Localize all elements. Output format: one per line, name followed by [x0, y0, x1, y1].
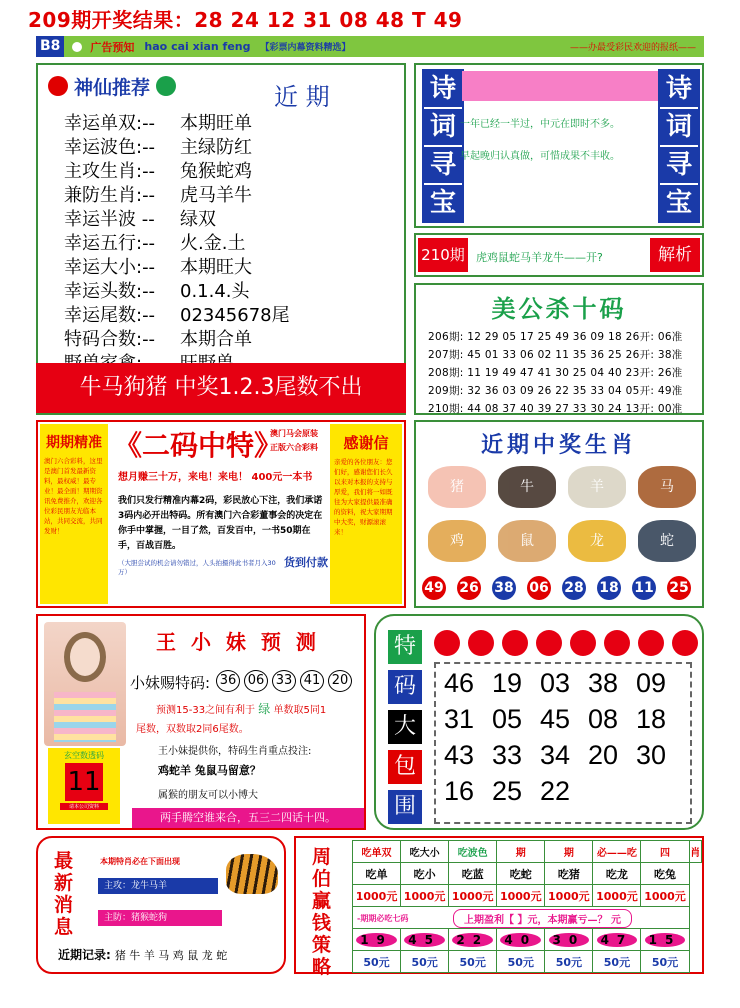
zhou-head: 必——吃 [593, 841, 641, 863]
row-key: 特码合数:-- [64, 329, 156, 350]
zhou-side-char: 钱 [312, 912, 332, 934]
issue-210-panel [414, 233, 704, 277]
zhou-cell: 50元 [497, 951, 545, 973]
recommend-row [64, 229, 245, 255]
red-dot-icon [434, 630, 460, 656]
bar-tag: 【彩票内幕资料精选】 [260, 43, 351, 53]
zhou-cell: 1000元 [641, 885, 689, 907]
zhou-side-char: 略 [312, 956, 332, 978]
zhou-num-cell [353, 929, 401, 951]
prize-ball: 18 [597, 576, 621, 600]
zhou-head-row [353, 841, 702, 863]
zhou-cell: 吃兔 [641, 863, 689, 885]
wang-line-3: 王小妹提供你，特码生肖重点投注: [158, 746, 312, 757]
big-number: 09 [636, 668, 667, 698]
kill-row: 210期: 44 08 37 40 39 27 33 30 24 13开: 00准 [428, 403, 683, 415]
top-bar [36, 36, 704, 57]
shirt-shape [54, 692, 116, 742]
zhou-side-char: 伯 [312, 868, 332, 890]
poem-left-char: 词 [424, 109, 462, 145]
big-number: 25 [492, 776, 523, 806]
red-dot-icon [604, 630, 630, 656]
sub-1: 澳门马会原装 [270, 429, 318, 438]
sub-2: 正版六合彩料 [270, 443, 318, 452]
zhou-head: 吃波色 [449, 841, 497, 863]
big-number: 20 [588, 740, 619, 770]
news-side-char: 最 [54, 850, 74, 872]
row-value: 绿双 [180, 209, 216, 230]
body-text: 我们只发行精准内幕2码，彩民放心下注，我们承诺3码内必开出特码。所有澳门六合彩董事会的决定在你手中掌握，一目了然，百发百中，一书50期在手，百战百胜。 [118, 496, 323, 551]
zhou-side-char: 周 [312, 846, 332, 868]
prize-ball: 25 [667, 576, 691, 600]
zhou-side-char: 赢 [312, 890, 332, 912]
zhou-table-wrap [352, 840, 702, 973]
attack-bar: 主攻：龙牛马羊 [98, 878, 218, 894]
news-panel [36, 836, 286, 974]
mid-left: -期期必吃七码 [357, 914, 409, 923]
recent-label: 近 期 [274, 83, 330, 111]
zhou-cell: 吃蓝 [449, 863, 497, 885]
line-1c: 单数取5同1 [273, 705, 327, 716]
zhou-num: 22 [452, 933, 493, 947]
poem-left-char: 寻 [424, 147, 462, 183]
wang-panel [36, 614, 366, 830]
kill-row: 207期: 45 01 33 06 02 11 35 36 25 26开: 38准 [428, 349, 683, 361]
tiger-icon [226, 854, 278, 894]
big-char: 特 [388, 630, 422, 664]
red-dot-icon [502, 630, 528, 656]
wang-code: 06 [244, 670, 268, 692]
animal-4-icon: 鸡 [428, 520, 486, 562]
big-number: 33 [492, 740, 523, 770]
prize-ball: 28 [562, 576, 586, 600]
zhou-head: 期 [545, 841, 593, 863]
recommend-row [64, 325, 252, 351]
zhou-cell: 1000元 [449, 885, 497, 907]
zhou-head: 期 [497, 841, 545, 863]
big-number: 18 [636, 704, 667, 734]
wang-code: 41 [300, 670, 324, 692]
zhou-num-cell [545, 929, 593, 951]
zhou-cell: 1000元 [593, 885, 641, 907]
zhou-cell: 吃单 [353, 863, 401, 885]
poem-panel [414, 63, 704, 228]
kill-row: 208期: 11 19 49 47 41 30 25 04 40 23开: 26准 [428, 367, 683, 379]
left-col-title: 期期精准 [46, 435, 102, 451]
xuankong-number: 11 [65, 763, 103, 801]
kill-ten-panel [414, 283, 704, 415]
zhou-num: 47 [597, 933, 638, 947]
zhou-cell: 50元 [449, 951, 497, 973]
page-title: 209期开奖结果：28 24 12 31 08 48 T 49 [28, 8, 463, 32]
poem-right-char: 寻 [660, 147, 698, 183]
row-key: 幸运大小:-- [64, 257, 156, 278]
recommend-header [48, 71, 228, 101]
wang-code-label: 小妹赐特码: [130, 674, 211, 692]
zhou-num: 40 [500, 933, 541, 947]
zhou-cell: 吃龙 [593, 863, 641, 885]
animal-5-icon: 鼠 [498, 520, 556, 562]
recommend-row [64, 277, 250, 303]
big-number: 19 [492, 668, 523, 698]
zhou-cell: 1000元 [401, 885, 449, 907]
left-col-text: 澳门六合彩料，这里是澳门首发最新资料，最权威！最专业！最全面！期期资讯免费推介，欢迎各位彩民朋友光临本站，共同交流，共同发财！ [44, 457, 103, 535]
poem-right-char: 宝 [660, 185, 698, 221]
zhou-num-cell [641, 929, 689, 951]
wang-footer: 两手腾空谁来合，五三二四话十四。 [132, 808, 364, 828]
prize-title: 近期中奖生肖 [480, 433, 637, 458]
row-key: 幸运五行:-- [64, 233, 156, 254]
big-char: 大 [388, 710, 422, 744]
two-code-panel [36, 420, 406, 608]
big-char: 围 [388, 790, 422, 824]
recent-record-label: 近期记录: [58, 948, 111, 962]
guard-bar: 主防：猪猴蛇狗 [98, 910, 222, 926]
big-number: 30 [636, 740, 667, 770]
prize-ball: 11 [632, 576, 656, 600]
red-dot-icon [48, 76, 68, 96]
red-dot-icon [468, 630, 494, 656]
zhou-head: 四 [641, 841, 689, 863]
news-line: 本期特肖必在下面出现 [100, 857, 180, 866]
prize-ball: 06 [527, 576, 551, 600]
row-key: 主攻生肖:-- [64, 161, 156, 182]
avatar [44, 622, 126, 746]
zhou-num: 19 [356, 933, 397, 947]
zhou-cell: 1000元 [497, 885, 545, 907]
wang-line-2: 尾数，双数取2同6尾数。 [136, 724, 249, 735]
right-yellow-column [330, 424, 402, 604]
animal-3-icon: 马 [638, 466, 696, 508]
red-dot-icon [570, 630, 596, 656]
circle-icon [72, 42, 82, 52]
recommend-row [64, 157, 252, 183]
red-dot-icon [672, 630, 698, 656]
prize-animals-panel [414, 420, 704, 608]
row-key: 兼防生肖:-- [64, 185, 156, 206]
two-code-title: 《二码中特》 [114, 429, 283, 462]
big-number: 43 [444, 740, 475, 770]
big-number: 22 [540, 776, 571, 806]
poem-line-2: 早起晚归认真做，可惜成果不丰收。 [460, 151, 620, 162]
promo-line: 想月赚三十万，来电！来电！ 400元一本书 [118, 472, 313, 483]
big-char: 码 [388, 670, 422, 704]
recommend-row [64, 253, 252, 279]
bar-slogan: ——办最受彩民欢迎的报纸—— [569, 43, 696, 53]
zhou-num: 30 [549, 933, 590, 947]
animal-1-icon: 牛 [498, 466, 556, 508]
row-key: 幸运单双:-- [64, 113, 156, 134]
zhou-cell: 1000元 [353, 885, 401, 907]
kill-row: 209期: 32 36 03 09 26 22 35 33 04 05开: 49准 [428, 385, 683, 397]
news-side-char: 新 [54, 872, 74, 894]
animal-0-icon: 猪 [428, 466, 486, 508]
face-shape [64, 632, 106, 682]
wang-title: 王 小 妹 预 测 [156, 630, 320, 654]
prize-ball: 38 [492, 576, 516, 600]
big-number: 03 [540, 668, 571, 698]
poem-left-char: 诗 [424, 71, 462, 107]
news-side-char: 消 [54, 894, 74, 916]
kill-title: 美公杀十码 [491, 295, 627, 323]
wang-line-5: 属猴的朋友可以小博大 [158, 790, 258, 801]
green-dot-icon [156, 76, 176, 96]
prize-ball: 49 [422, 576, 446, 600]
zhou-cell: 50元 [593, 951, 641, 973]
big-number: 46 [444, 668, 475, 698]
big-number: 45 [540, 704, 571, 734]
left-yellow-column [40, 424, 108, 604]
zhou-table [352, 840, 702, 973]
row-key: 幸运半波 -- [64, 209, 155, 230]
analysis-button[interactable]: 解析 [650, 238, 700, 272]
zhou-cell: 50元 [353, 951, 401, 973]
big-surround-panel [374, 614, 704, 830]
xuankong-foot: 请本公司资料 [60, 803, 108, 810]
pink-box [462, 71, 658, 101]
row-value: 主绿防红 [180, 137, 252, 158]
xuankong-box [48, 748, 120, 824]
line-1b: 绿 [258, 702, 271, 716]
big-number: 16 [444, 776, 475, 806]
row-value: 本期合单 [180, 329, 252, 350]
animal-2-icon: 羊 [568, 466, 626, 508]
zhou-num-cell [449, 929, 497, 951]
big-number: 31 [444, 704, 475, 734]
bar-pinyin: hao cai xian feng [144, 40, 251, 53]
zhou-cell: 吃小 [401, 863, 449, 885]
zhou-num-cell [497, 929, 545, 951]
zhou-num: 45 [404, 933, 445, 947]
zhou-cell: 吃蛇 [497, 863, 545, 885]
row-key: 幸运尾数:-- [64, 305, 156, 326]
recommend-row [64, 181, 252, 207]
row-value: 02345678尾 [180, 305, 290, 326]
row-value: 本期旺单 [180, 113, 252, 134]
recommend-title: 神仙推荐 [74, 76, 151, 99]
right-col-title: 感谢信 [343, 434, 389, 452]
zhou-num-cell [593, 929, 641, 951]
poem-right-char: 词 [660, 109, 698, 145]
zhou-row-2 [353, 885, 702, 907]
big-number: 38 [588, 668, 619, 698]
zhou-mid-cell [353, 907, 690, 929]
line-1a: 预测15-33之间有利于 [156, 705, 256, 716]
wang-line-1 [156, 700, 326, 717]
cod-label: 货到付款 [284, 556, 328, 569]
kill-row: 206期: 12 29 05 17 25 49 36 09 18 26开: 06准 [428, 331, 683, 343]
zhou-row-1 [353, 863, 702, 885]
zhou-row-stake [353, 951, 702, 973]
recommend-row [64, 205, 216, 231]
zhou-head: 吃大小 [401, 841, 449, 863]
red-dot-icon [638, 630, 664, 656]
recommend-row [64, 109, 252, 135]
issue-text: 虎鸡鼠蛇马羊龙牛——开? [476, 251, 603, 264]
zhou-side-char: 策 [312, 934, 332, 956]
big-number: 34 [540, 740, 571, 770]
prize-ball: 26 [457, 576, 481, 600]
bar-label: 广告预知 [90, 40, 135, 54]
right-col-text: 亲爱的各位朋友：您们好，感谢您们长久以来对本报的支持与厚爱，我们将一如既往为大家提供最准确的资料，祝大家期期中大奖，财源滚滚来！ [334, 458, 393, 536]
zhou-mid-row [353, 907, 702, 929]
red-dot-icon [536, 630, 562, 656]
animal-7-icon: 蛇 [638, 520, 696, 562]
animal-6-icon: 龙 [568, 520, 626, 562]
mid-right: 上期盈利【 】元，本期赢亏—？ 元 [453, 909, 632, 928]
zhou-cell: 1000元 [545, 885, 593, 907]
row-value: 0.1.4.头 [180, 281, 250, 302]
zhou-cell: 50元 [401, 951, 449, 973]
big-number: 05 [492, 704, 523, 734]
wang-code: 36 [216, 670, 240, 692]
zhou-panel [294, 836, 704, 978]
poem-left-char: 宝 [424, 185, 462, 221]
recent-record [58, 946, 227, 963]
news-side-char: 息 [54, 916, 74, 938]
row-value: 虎马羊牛 [180, 185, 252, 206]
zhou-cell: 50元 [641, 951, 689, 973]
wang-code: 20 [328, 670, 352, 692]
zhou-num-cell [401, 929, 449, 951]
row-key: 幸运头数:-- [64, 281, 156, 302]
zhou-head: 肖 [689, 841, 701, 863]
zhou-head: 吃单双 [353, 841, 401, 863]
poem-right-char: 诗 [660, 71, 698, 107]
row-value: 本期旺大 [180, 257, 252, 278]
wang-code: 33 [272, 670, 296, 692]
poem-line-1: 一年已经一半过，中元在即时不多。 [460, 119, 620, 130]
wang-line-4: 鸡蛇羊 兔鼠马留意？ [158, 764, 261, 777]
banner-red: 牛马狗猪 中奖1.2.3尾数不出 [36, 363, 406, 413]
big-number: 08 [588, 704, 619, 734]
page-badge: B8 [36, 36, 64, 57]
zhou-cell: 50元 [545, 951, 593, 973]
zhou-cell: 吃猪 [545, 863, 593, 885]
recommend-row [64, 301, 290, 327]
note-text: （大胆尝试的机会请勿错过，人头拍摄得此书者月入30万） [118, 559, 276, 576]
row-value: 兔猴蛇鸡 [180, 161, 252, 182]
poem-right-column [658, 69, 700, 223]
row-value: 火.金.土 [180, 233, 246, 254]
recommend-row [64, 133, 252, 159]
recent-record-value: 猪 牛 羊 马 鸡 鼠 龙 蛇 [114, 949, 228, 962]
row-key: 幸运波色:-- [64, 137, 156, 158]
big-char: 包 [388, 750, 422, 784]
issue-badge: 210期 [418, 238, 468, 272]
zhou-row-num [353, 929, 702, 951]
xuankong-title: 玄空数透码 [64, 751, 104, 760]
zhou-num: 15 [645, 933, 686, 947]
poem-left-column [422, 69, 464, 223]
